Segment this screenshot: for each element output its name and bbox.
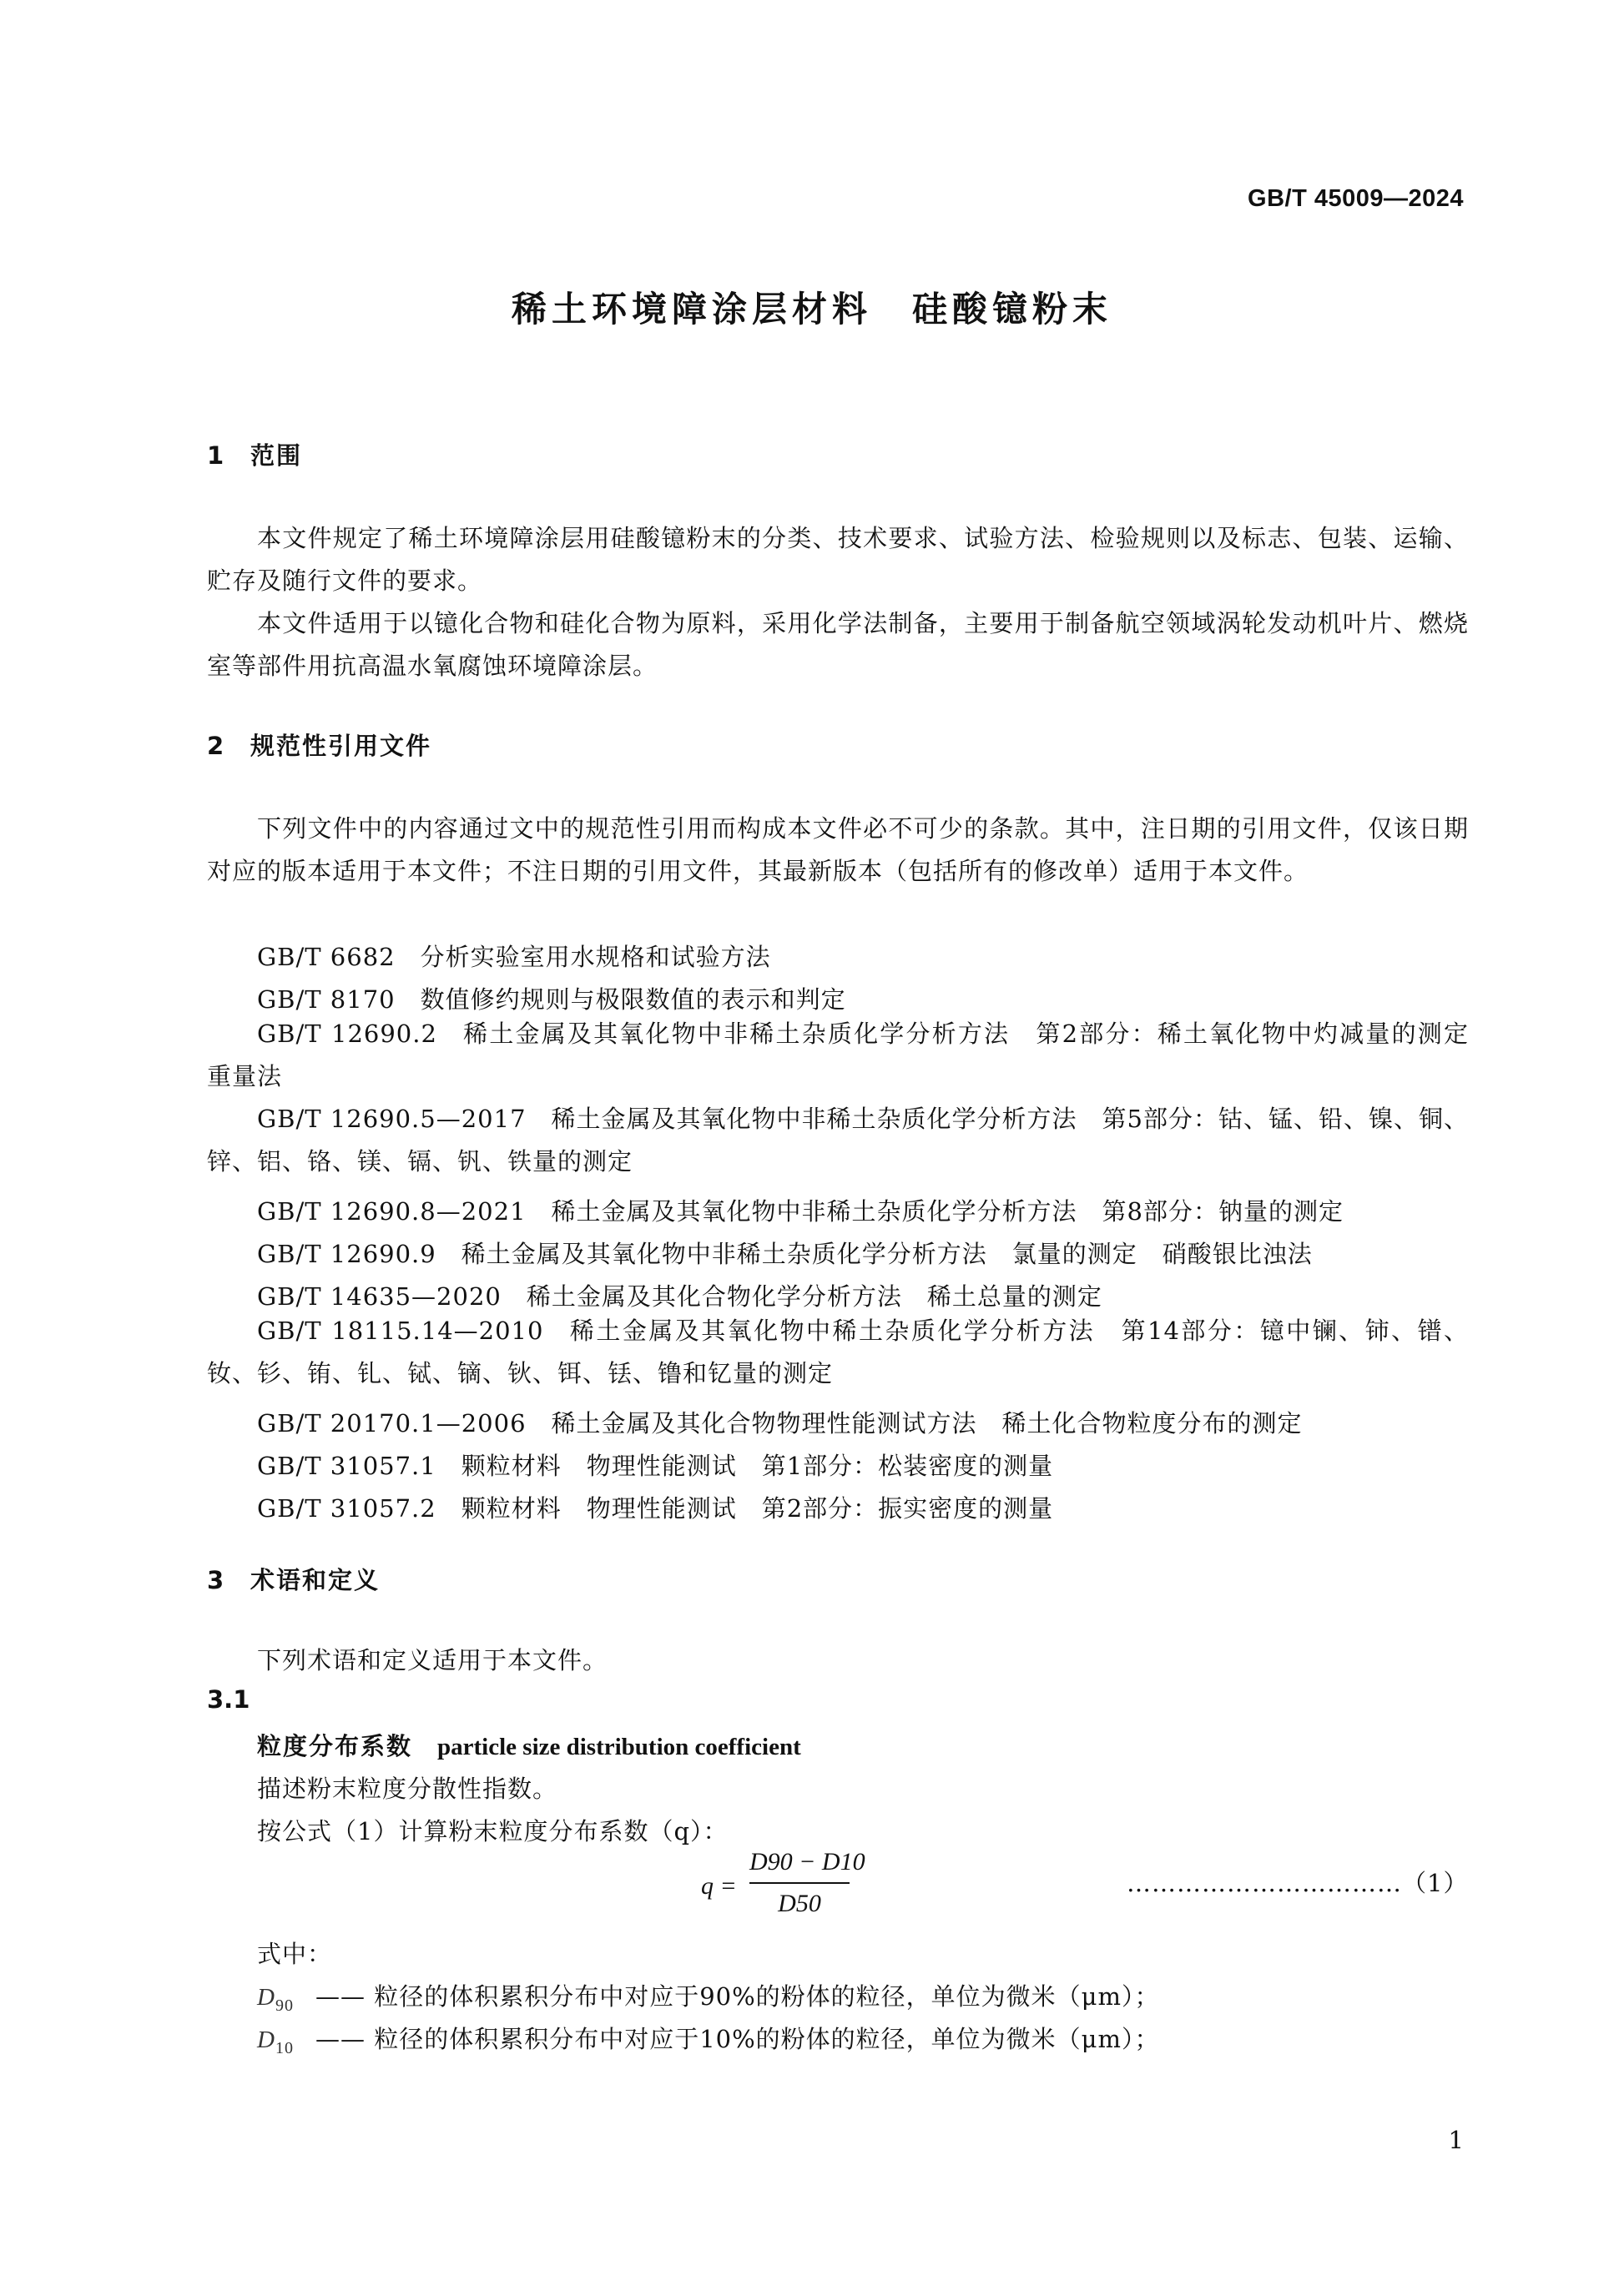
page-number: 1 <box>1448 2126 1464 2154</box>
reference-title: 稀土金属及其化合物物理性能测试方法 稀土化合物粒度分布的测定 <box>551 1409 1303 1438</box>
formula-denominator: D50 <box>778 1890 821 1917</box>
reference-code: GB/T 31057.1 <box>257 1452 436 1480</box>
section-1-heading <box>207 437 302 471</box>
term-definition: 描述粉末粒度分散性指数。 <box>257 1775 558 1803</box>
reference-item <box>257 1236 1313 1270</box>
reference-title: 颗粒材料 物理性能测试 第1部分：松装密度的测量 <box>461 1452 1054 1480</box>
formula-intro: 按公式（1）计算粉末粒度分布系数（q）： <box>257 1817 729 1845</box>
reference-item <box>257 1193 1344 1227</box>
references-intro: 下列文件中的内容通过文中的规范性引用而构成本文件必不可少的条款。其中，注日期的引用文件，仅该日期对应的版本适用于本文件；不注日期的引用文件，其最新版本（包括所有的修改单）适用于本文件。 <box>207 814 1469 885</box>
section-title: 术语和定义 <box>250 1566 381 1594</box>
reference-code: GB/T 20170.1—2006 <box>257 1409 527 1438</box>
document-title: 稀土环境障涂层材料 硅酸镱粉末 <box>511 289 1112 330</box>
reference-item <box>257 981 846 1015</box>
reference-item <box>257 1448 1053 1482</box>
reference-title: 颗粒材料 物理性能测试 第2部分：振实密度的测量 <box>461 1494 1054 1523</box>
reference-item <box>257 1490 1053 1524</box>
section-title: 范围 <box>250 441 303 470</box>
reference-code: GB/T 12690.2 <box>257 1020 437 1048</box>
term-chinese: 粒度分布系数 <box>257 1732 413 1760</box>
reference-title: 稀土金属及其氧化物中非稀土杂质化学分析方法 第2部分：稀土氧化物中灼减量的测定 重量法 <box>207 1020 1495 1090</box>
section-number: 3 <box>207 1566 226 1594</box>
variable-definition <box>257 2021 1160 2058</box>
reference-item <box>257 1278 1102 1312</box>
reference-code: GB/T 31057.2 <box>257 1494 436 1523</box>
section-number: 1 <box>207 441 226 470</box>
reference-title: 稀土金属及其氧化物中非稀土杂质化学分析方法 第8部分：钠量的测定 <box>551 1197 1344 1226</box>
reference-title: 稀土金属及其氧化物中非稀土杂质化学分析方法 第5部分：钴、锰、铅、镍、铜、锌、铝、铬、镁、镉、钒、铁量的测定 <box>207 1105 1469 1176</box>
section-3-heading <box>207 1562 380 1596</box>
variable-symbol: $D_{10}$ <box>257 2027 294 2057</box>
reference-item <box>207 1310 1469 1395</box>
variable-symbol: $D_{90}$ <box>257 1984 294 2015</box>
formula-1 <box>701 1844 868 1927</box>
reference-title: 数值修约规则与极限数值的表示和判定 <box>420 985 846 1014</box>
reference-item <box>207 1098 1469 1183</box>
reference-item <box>257 1405 1303 1439</box>
fraction-bar <box>749 1882 850 1884</box>
formula-fraction <box>749 1844 865 1922</box>
variable-description: —— 粒径的体积累积分布中对应于10%的粉体的粒径，单位为微米（μm）； <box>315 2025 1160 2053</box>
reference-code: GB/T 8170 <box>257 985 396 1014</box>
section-title: 规范性引用文件 <box>250 732 432 760</box>
reference-title: 稀土金属及其氧化物中非稀土杂质化学分析方法 氯量的测定 硝酸银比浊法 <box>461 1240 1313 1268</box>
reference-code: GB/T 12690.8—2021 <box>257 1197 527 1226</box>
standard-code: GB/T 45009—2024 <box>1248 185 1464 212</box>
term-entry <box>257 1728 801 1762</box>
reference-item <box>207 1013 1495 1098</box>
equation-number: ……………………………（1） <box>1127 1869 1469 1897</box>
section-number: 2 <box>207 732 226 760</box>
variable-description: —— 粒径的体积累积分布中对应于90%的粉体的粒径，单位为微米（μm）； <box>315 1982 1160 2011</box>
terms-intro: 下列术语和定义适用于本文件。 <box>257 1646 608 1674</box>
scope-paragraph-1: 本文件规定了稀土环境障涂层用硅酸镱粉末的分类、技术要求、试验方法、检验规则以及标志、包装、运输、贮存及随行文件的要求。 <box>207 524 1469 595</box>
formula-lhs: q = <box>701 1872 737 1900</box>
section-2-heading <box>207 728 431 762</box>
reference-code: GB/T 18115.14—2010 <box>257 1317 544 1345</box>
reference-code: GB/T 12690.5—2017 <box>257 1105 527 1133</box>
variable-definition <box>257 1978 1160 2016</box>
reference-title: 稀土金属及其化合物化学分析方法 稀土总量的测定 <box>526 1282 1102 1311</box>
term-english: particle size distribution coefficient <box>437 1734 801 1760</box>
where-label: 式中： <box>257 1940 333 1968</box>
reference-code: GB/T 14635—2020 <box>257 1282 502 1311</box>
reference-code: GB/T 12690.9 <box>257 1240 436 1268</box>
reference-code: GB/T 6682 <box>257 943 396 971</box>
scope-paragraph-2: 本文件适用于以镱化合物和硅化合物为原料，采用化学法制备，主要用于制备航空领域涡轮发动机叶片、燃烧室等部件用抗高温水氧腐蚀环境障涂层。 <box>207 609 1469 680</box>
reference-item <box>257 939 771 973</box>
reference-title: 分析实验室用水规格和试验方法 <box>420 943 771 971</box>
clause-number: 3.1 <box>207 1685 250 1714</box>
formula-numerator: D90 − D10 <box>749 1848 865 1876</box>
reference-title: 稀土金属及其氧化物中稀土杂质化学分析方法 第14部分：镱中镧、铈、镨、钕、钐、铕、钆、铽、镝、钬、铒、铥、镥和钇量的测定 <box>207 1317 1470 1387</box>
